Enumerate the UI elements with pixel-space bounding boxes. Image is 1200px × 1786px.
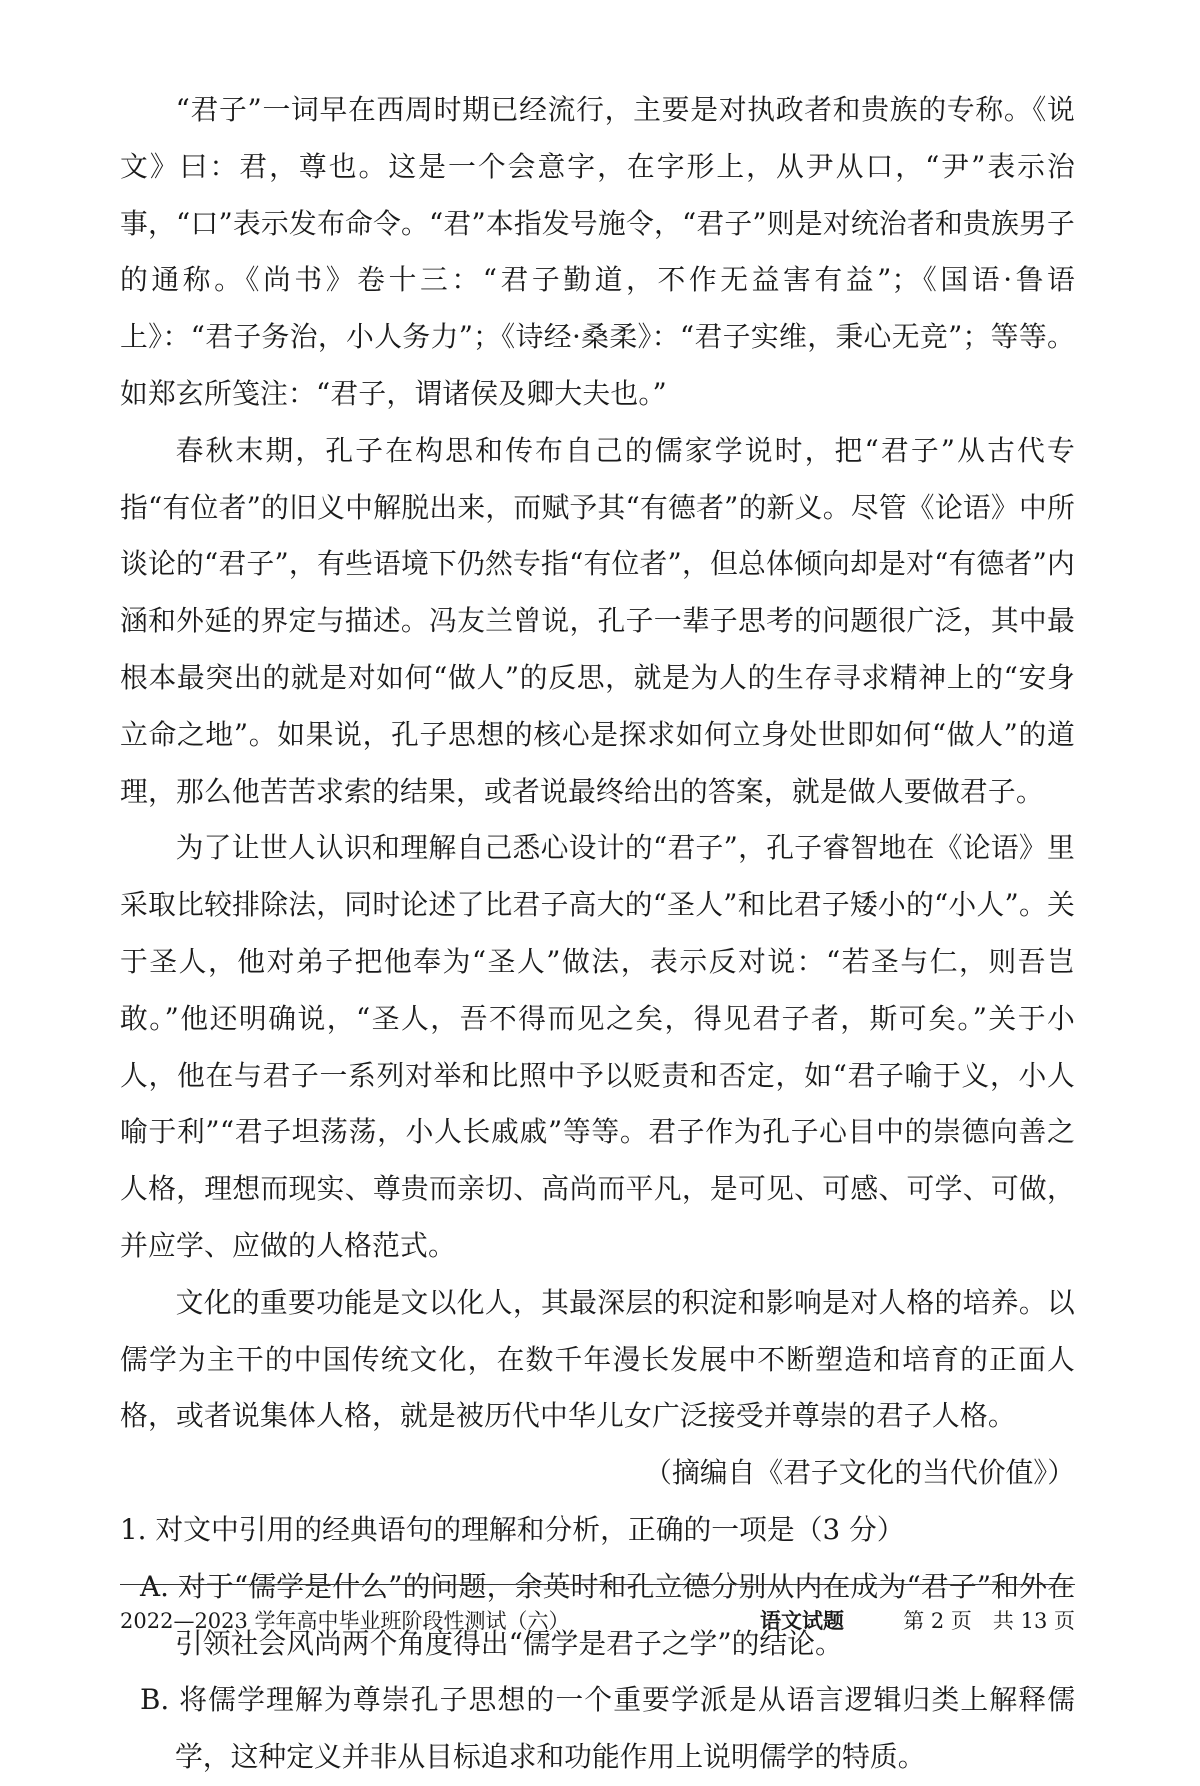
page-footer <box>120 1603 1075 1639</box>
passage-paragraph-2: 春秋末期，孔子在构思和传布自己的儒家学说时，把“君子”从古代专指“有位者”的旧义中解脱出来，而赋予其“有德者”的新义。尽管《论语》中所谈论的“君子”，有些语境下仍然专指“有位者”，但总体倾向却是对“有德者”内涵和外延的界定与描述。冯友兰曾说，孔子一辈子思考的问题很广泛，其中最根本最突出的就是对如何“做人”的反思，就是为人的生存寻求精神上的“安身立命之地”。如果说，孔子思想的核心是探求如何立身处世即如何“做人”的道理，那么他苦苦求索的结果，或者说最终给出的答案，就是做人要做君子。 <box>120 433 1075 808</box>
footer-exam-title: 2022—2023 学年高中毕业班阶段性测试（六） <box>120 1609 570 1633</box>
passage-paragraph-4: 文化的重要功能是文以化人，其最深层的积淀和影响是对人格的培养。以儒学为主干的中国传统文化，在数千年漫长发展中不断塑造和培育的正面人格，或者说集体人格，就是被历代中华儿女广泛接受并尊崇的君子人格。 <box>120 1285 1075 1433</box>
question-option-b: B. 将儒学理解为尊崇孔子思想的一个重要学派是从语言逻辑归类上解释儒学，这种定义并非从目标追求和功能作用上说明儒学的特质。 <box>140 1683 1075 1774</box>
page-content <box>120 82 1075 1786</box>
footer-subject: 语文试题 <box>760 1609 844 1633</box>
question-option-a: A. 对于“儒学是什么”的问题，余英时和孔立德分别从内在成为“君子”和外在引领社会风尚两个角度得出“儒学是君子之学”的结论。 <box>140 1569 1075 1660</box>
passage-paragraph-3: 为了让世人认识和理解自己悉心设计的“君子”，孔子睿智地在《论语》里采取比较排除法，同时论述了比君子高大的“圣人”和比君子矮小的“小人”。关于圣人，他对弟子把他奉为“圣人”做法，表示反对说：“若圣与仁，则吾岂敢。”他还明确说，“圣人，吾不得而见之矣，得见君子者，斯可矣。”关于小人，他在与君子一系列对举和比照中予以贬责和否定，如“君子喻于义，小人喻于利”“君子坦荡荡，小人长戚戚”等等。君子作为孔子心目中的崇德向善之人格，理想而现实、尊贵而亲切、高尚而平凡，是可见、可感、可学、可做，并应学、应做的人格范式。 <box>120 831 1075 1262</box>
question-stem: 1. 对文中引用的经典语句的理解和分析，正确的一项是（3 分） <box>120 1512 905 1546</box>
footer-divider <box>120 1584 1075 1585</box>
passage-paragraph-1: “君子”一词早在西周时期已经流行，主要是对执政者和贵族的专称。《说文》曰：君，尊也。这是一个会意字，在字形上，从尹从口，“尹”表示治事，“口”表示发布命令。“君”本指发号施令，“君子”则是对统治者和贵族男子的通称。《尚书》卷十三：“君子勤道，不作无益害有益”；《国语·鲁语上》：“君子务治，小人务力”；《诗经·桑柔》：“君子实维，秉心无竞”；等等。如郑玄所笺注：“君子，谓诸侯及卿大夫也。” <box>120 93 1075 410</box>
footer-page-number: 第 2 页 共 13 页 <box>903 1609 1075 1633</box>
passage-source: （摘编自《君子文化的当代价值》） <box>644 1456 1075 1490</box>
